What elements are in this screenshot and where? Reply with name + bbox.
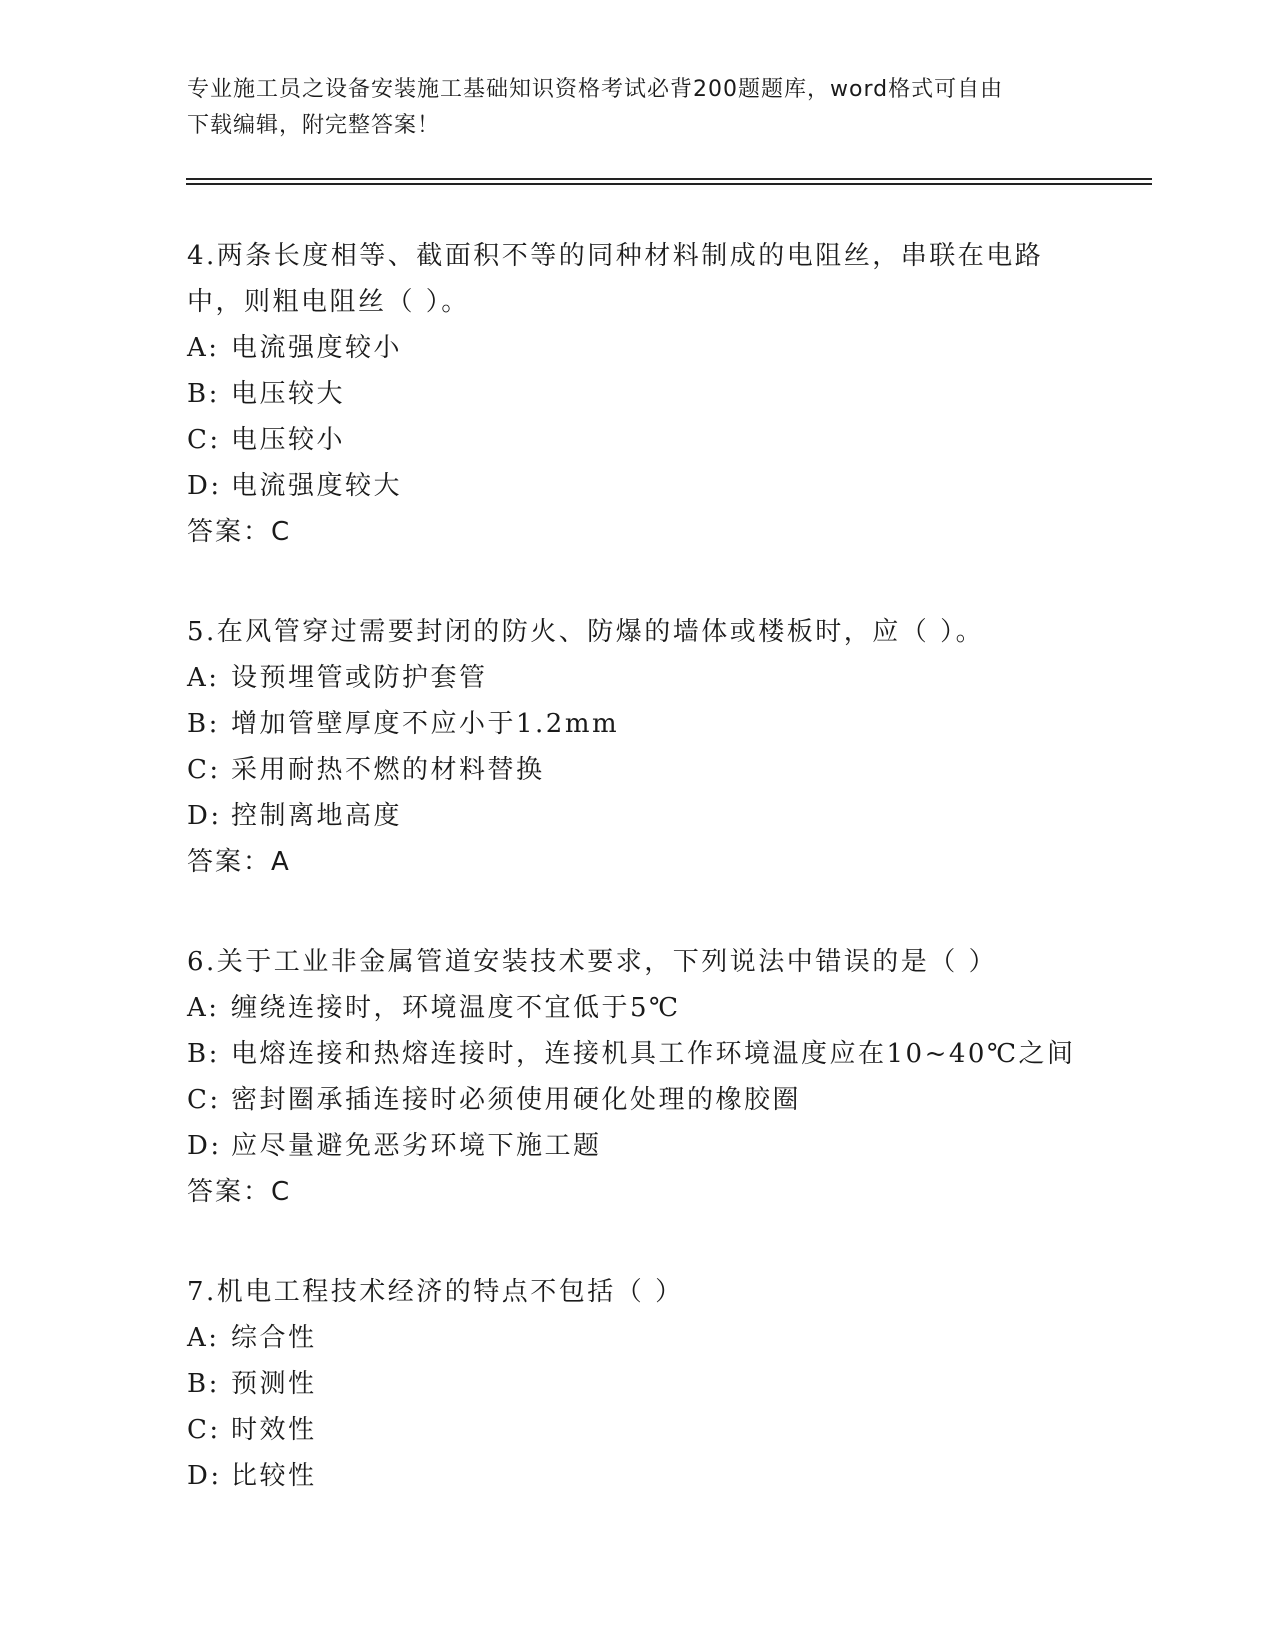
option-label: D:	[187, 471, 222, 501]
question-block	[187, 1269, 1107, 1499]
option-text: 电流强度较大	[231, 471, 403, 501]
header-divider	[186, 178, 1152, 180]
header-line: 专业施工员之设备安装施工基础知识资格考试必背200题题库，word格式可自由	[187, 77, 1004, 102]
option-text: 密封圈承插连接时必须使用硬化处理的橡胶圈	[231, 1085, 802, 1115]
option-text: 综合性	[231, 1323, 317, 1353]
question-text: 4.两条长度相等、截面积不等的同种材料制成的电阻丝，串联在电路	[187, 241, 1044, 271]
question-text: 6.关于工业非金属管道安装技术要求，下列说法中错误的是（ ）	[187, 947, 998, 977]
answer-text: 答案：C	[187, 1177, 292, 1207]
option-label: B:	[187, 1039, 220, 1069]
option-label: D:	[187, 801, 222, 831]
option-text: 电流强度较小	[231, 333, 403, 363]
question-text: 7.机电工程技术经济的特点不包括（ ）	[187, 1277, 684, 1307]
option-text: 电压较大	[231, 379, 346, 409]
option-label: D:	[187, 1131, 222, 1161]
option-label: A:	[187, 1323, 220, 1353]
option	[187, 417, 1107, 463]
option	[187, 1123, 1107, 1169]
header-divider	[186, 183, 1152, 185]
option-text: 控制离地高度	[231, 801, 403, 831]
question-list	[187, 233, 1107, 1553]
answer-text: 答案：A	[187, 847, 291, 877]
option	[187, 985, 1107, 1031]
option-label: C:	[187, 755, 221, 785]
option	[187, 1077, 1107, 1123]
option	[187, 325, 1107, 371]
header-line: 下载编辑，附完整答案！	[187, 113, 441, 138]
option-text: 缠绕连接时，环境温度不宜低于5℃	[231, 993, 681, 1023]
option	[187, 371, 1107, 417]
option-label: A:	[187, 663, 220, 693]
option	[187, 1031, 1107, 1077]
question-block	[187, 609, 1107, 885]
option-text: 采用耐热不燃的材料替换	[231, 755, 545, 785]
question-text: 5.在风管穿过需要封闭的防火、防爆的墙体或楼板时，应（ ）。	[187, 617, 985, 647]
option	[187, 463, 1107, 509]
option	[187, 1361, 1107, 1407]
question-block	[187, 939, 1107, 1215]
document-header	[187, 72, 1087, 144]
question-text: 中，则粗电阻丝（ ）。	[187, 287, 470, 317]
option-label: B:	[187, 709, 220, 739]
option-text: 应尽量避免恶劣环境下施工题	[231, 1131, 602, 1161]
option	[187, 793, 1107, 839]
option	[187, 747, 1107, 793]
option-label: D:	[187, 1461, 222, 1491]
option-text: 电压较小	[231, 425, 346, 455]
option-label: B:	[187, 1369, 220, 1399]
option-text: 比较性	[231, 1461, 317, 1491]
answer-text: 答案：C	[187, 517, 292, 547]
option-label: A:	[187, 333, 220, 363]
question-block	[187, 233, 1107, 555]
option	[187, 1407, 1107, 1453]
option-label: C:	[187, 1415, 221, 1445]
option-label: C:	[187, 1085, 221, 1115]
option-label: C:	[187, 425, 221, 455]
option-label: B:	[187, 379, 220, 409]
option-text: 设预埋管或防护套管	[231, 663, 488, 693]
option-text: 预测性	[231, 1369, 317, 1399]
option	[187, 655, 1107, 701]
option-text: 时效性	[231, 1415, 317, 1445]
option	[187, 701, 1107, 747]
option	[187, 1315, 1107, 1361]
option-text: 增加管壁厚度不应小于1.2mm	[231, 709, 620, 739]
option-label: A:	[187, 993, 220, 1023]
option-text: 电熔连接和热熔连接时，连接机具工作环境温度应在10~40℃之间	[231, 1039, 1076, 1069]
option	[187, 1453, 1107, 1499]
